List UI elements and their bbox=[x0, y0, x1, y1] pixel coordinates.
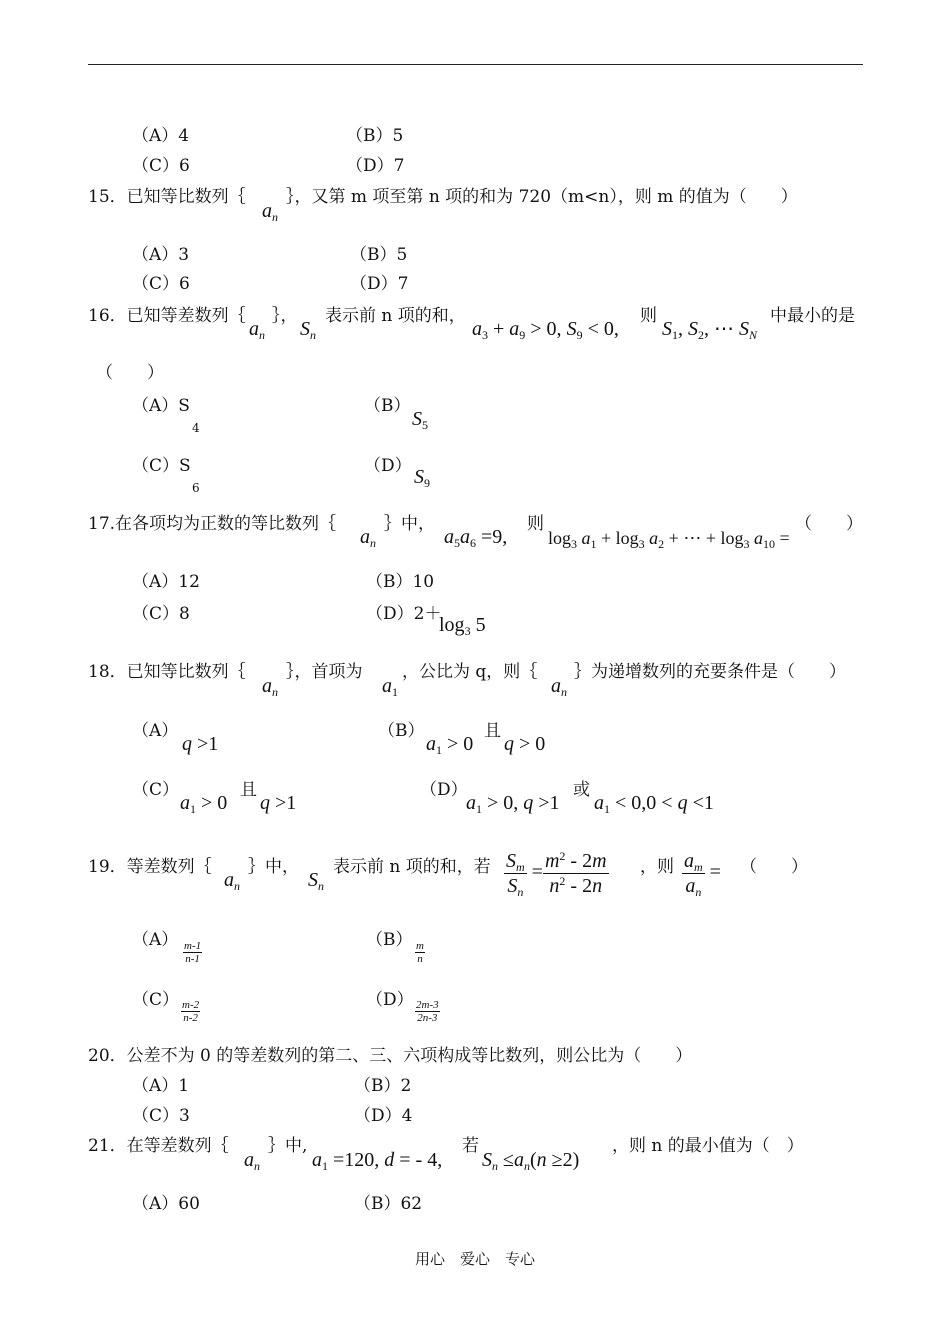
q19-formula-ratio: $\frac{S_m}{S_n}$ = $\frac{m^2 - 2m}{n^2 - 2n}$ bbox=[506, 849, 607, 899]
q20-option-b[interactable]: （B）2 bbox=[354, 1076, 412, 1096]
q14-option-d[interactable]: （D）7 bbox=[346, 156, 405, 176]
q21-formula-given: $a_1 =120$, d = - 4, bbox=[312, 1149, 443, 1173]
q17-formula-product: $a_5a_6 =9$, bbox=[444, 526, 508, 550]
q21-option-b[interactable]: （B）62 bbox=[354, 1194, 423, 1214]
q19-stem-mid1: ｝中， bbox=[248, 857, 299, 877]
q19-option-b-fraction: $\frac{m}{n}$ bbox=[416, 940, 424, 965]
q18-option-c-formula-1: $a_1 > 0$ bbox=[180, 792, 228, 816]
q21-stem-if: 若 bbox=[462, 1136, 479, 1156]
q18-formula-an-2: $a_n$ bbox=[551, 675, 567, 699]
q17-option-b[interactable]: （B）10 bbox=[366, 572, 435, 592]
q19-option-b[interactable]: （B） bbox=[366, 930, 413, 950]
q19-option-c-fraction: $\frac{m-2}{n-2}$ bbox=[182, 999, 200, 1024]
q16-option-a[interactable]: （A）S bbox=[132, 396, 190, 416]
q18-option-a-formula: q >1 bbox=[182, 733, 219, 755]
q18-formula-an: $a_n$ bbox=[262, 675, 278, 699]
q16-formula-condition: $a_3 + a_9 > 0$, $S_9 < 0$, bbox=[472, 318, 619, 342]
q21-stem-suffix: ，则 n 的最小值为（ ） bbox=[612, 1136, 804, 1156]
q14-option-a[interactable]: （A）4 bbox=[132, 126, 190, 146]
q19-answer-paren: （ ） bbox=[740, 857, 808, 877]
q21-formula-an: $a_n$ bbox=[244, 1149, 260, 1173]
q20-option-a[interactable]: （A）1 bbox=[132, 1076, 190, 1096]
q17-option-c[interactable]: （C）8 bbox=[132, 604, 190, 624]
q18-option-c-formula-2: q >1 bbox=[260, 792, 297, 814]
q14-option-b[interactable]: （B）5 bbox=[346, 126, 404, 146]
q18-option-c[interactable]: （C） bbox=[132, 780, 180, 800]
q16-stem-mid1: ｝， bbox=[272, 306, 298, 326]
q16-stem-prefix: 16．已知等差数列｛ bbox=[88, 306, 246, 326]
q19-formula-am-over-an: $\frac{a_m}{a_n}$ = bbox=[684, 850, 721, 899]
q16-stem-mid2: 表示前 n 项的和， bbox=[325, 306, 466, 326]
q16-option-d-formula: $S_9$ bbox=[414, 466, 430, 490]
q18-option-b-formula-1: $a_1 > 0$ bbox=[426, 733, 474, 757]
q21-stem-mid: ｝中, bbox=[268, 1136, 308, 1156]
q18-option-d-or: 或 bbox=[573, 780, 590, 800]
q19-stem-prefix: 19．等差数列｛ bbox=[88, 857, 212, 877]
q17-stem-mid: ｝中， bbox=[384, 514, 435, 534]
q16-option-d[interactable]: （D） bbox=[364, 456, 412, 476]
q17-stem-then: 则 bbox=[527, 514, 544, 534]
q15-option-c[interactable]: （C）6 bbox=[132, 274, 190, 294]
q20-stem: 20．公差不为 0 的等差数列的第二、三、六项构成等比数列，则公比为（ ） bbox=[88, 1046, 693, 1066]
q19-formula-an: $a_n$ bbox=[224, 869, 240, 893]
q16-option-b[interactable]: （B） bbox=[364, 396, 411, 416]
q21-formula-condition: $S_n \le a_n(n \ge 2)$ bbox=[482, 1149, 580, 1173]
q16-option-c[interactable]: （C）S bbox=[132, 456, 191, 476]
q19-option-c[interactable]: （C） bbox=[132, 990, 180, 1010]
q15-option-d[interactable]: （D）7 bbox=[350, 274, 409, 294]
q16-option-c-subscript: 6 bbox=[192, 481, 200, 495]
q21-stem-prefix: 21．在等差数列｛ bbox=[88, 1136, 229, 1156]
q16-formula-sequence: $S_1$, $S_2$, ⋯ $S_N$ bbox=[662, 318, 758, 342]
q14-option-c[interactable]: （C）6 bbox=[132, 156, 190, 176]
q19-stem-mid2: 表示前 n 项的和，若 bbox=[333, 857, 491, 877]
q16-option-b-formula: $S_5$ bbox=[412, 408, 428, 432]
q15-stem-suffix: ｝，又第 m 项至第 n 项的和为 720（m<n），则 m 的值为（ ） bbox=[286, 187, 798, 207]
q16-stem-then: 则 bbox=[640, 306, 657, 326]
q18-stem-mid2: ，公比为 q，则｛ bbox=[402, 662, 538, 682]
q18-formula-a1: $a_1$ bbox=[382, 675, 398, 699]
q18-stem-mid1: ｝，首项为 bbox=[286, 662, 363, 682]
q16-option-a-subscript: 4 bbox=[192, 421, 200, 435]
q18-option-d[interactable]: （D） bbox=[420, 780, 468, 800]
q17-option-d-formula: $\log_3 5$ bbox=[439, 614, 486, 638]
q18-option-c-and: 且 bbox=[240, 780, 257, 800]
q16-answer-paren: （ ） bbox=[96, 363, 164, 383]
q17-option-a[interactable]: （A）12 bbox=[132, 572, 200, 592]
q20-option-c[interactable]: （C）3 bbox=[132, 1106, 190, 1126]
q19-option-d-fraction: $\frac{2m-3}{2n-3}$ bbox=[416, 999, 439, 1024]
q19-option-a[interactable]: （A） bbox=[132, 930, 179, 950]
q18-stem-prefix: 18．已知等比数列｛ bbox=[88, 662, 246, 682]
q15-formula-an: $a_n$ bbox=[262, 200, 278, 224]
q17-stem-prefix: 17.在各项均为正数的等比数列｛ bbox=[88, 514, 337, 534]
q18-option-b[interactable]: （B） bbox=[378, 721, 425, 741]
q15-stem-prefix: 15．已知等比数列｛ bbox=[88, 187, 246, 207]
q17-option-d[interactable]: （D）2＋ bbox=[366, 604, 442, 624]
q15-option-b[interactable]: （B）5 bbox=[350, 245, 408, 265]
q18-option-d-formula-2: $a_1 < 0,0 < q <1$ bbox=[594, 792, 714, 816]
q16-formula-sn: $S_n$ bbox=[300, 318, 316, 342]
q18-stem-suffix: ｝为递增数列的充要条件是（ ） bbox=[574, 662, 846, 682]
q16-stem-suffix: 中最小的是 bbox=[770, 306, 855, 326]
page-footer: 用心 爱心 专心 bbox=[414, 1250, 535, 1268]
q18-option-a[interactable]: （A） bbox=[132, 721, 179, 741]
q18-option-d-formula-1: $a_1 > 0$, q >1 bbox=[466, 792, 560, 816]
q18-option-b-and: 且 bbox=[484, 721, 501, 741]
q19-formula-sn: $S_n$ bbox=[308, 869, 324, 893]
q15-option-a[interactable]: （A）3 bbox=[132, 245, 190, 265]
q17-formula-an: $a_n$ bbox=[360, 526, 376, 550]
q16-formula-an: $a_n$ bbox=[249, 318, 265, 342]
q19-option-d[interactable]: （D） bbox=[366, 990, 414, 1010]
q21-option-a[interactable]: （A）60 bbox=[132, 1194, 200, 1214]
q17-formula-log-sum: $\log_3 a_1 + \log_3 a_2$ + ⋯ + $\log_3 a_{10}$ = bbox=[548, 528, 790, 551]
q18-option-b-formula-2: q > 0 bbox=[504, 733, 546, 755]
q20-option-d[interactable]: （D）4 bbox=[354, 1106, 413, 1126]
q17-answer-paren: （ ） bbox=[795, 514, 863, 534]
q19-option-a-fraction: $\frac{m-1}{n-1}$ bbox=[184, 940, 202, 965]
header-rule bbox=[88, 64, 863, 65]
q19-stem-mid3: ，则 bbox=[640, 857, 674, 877]
